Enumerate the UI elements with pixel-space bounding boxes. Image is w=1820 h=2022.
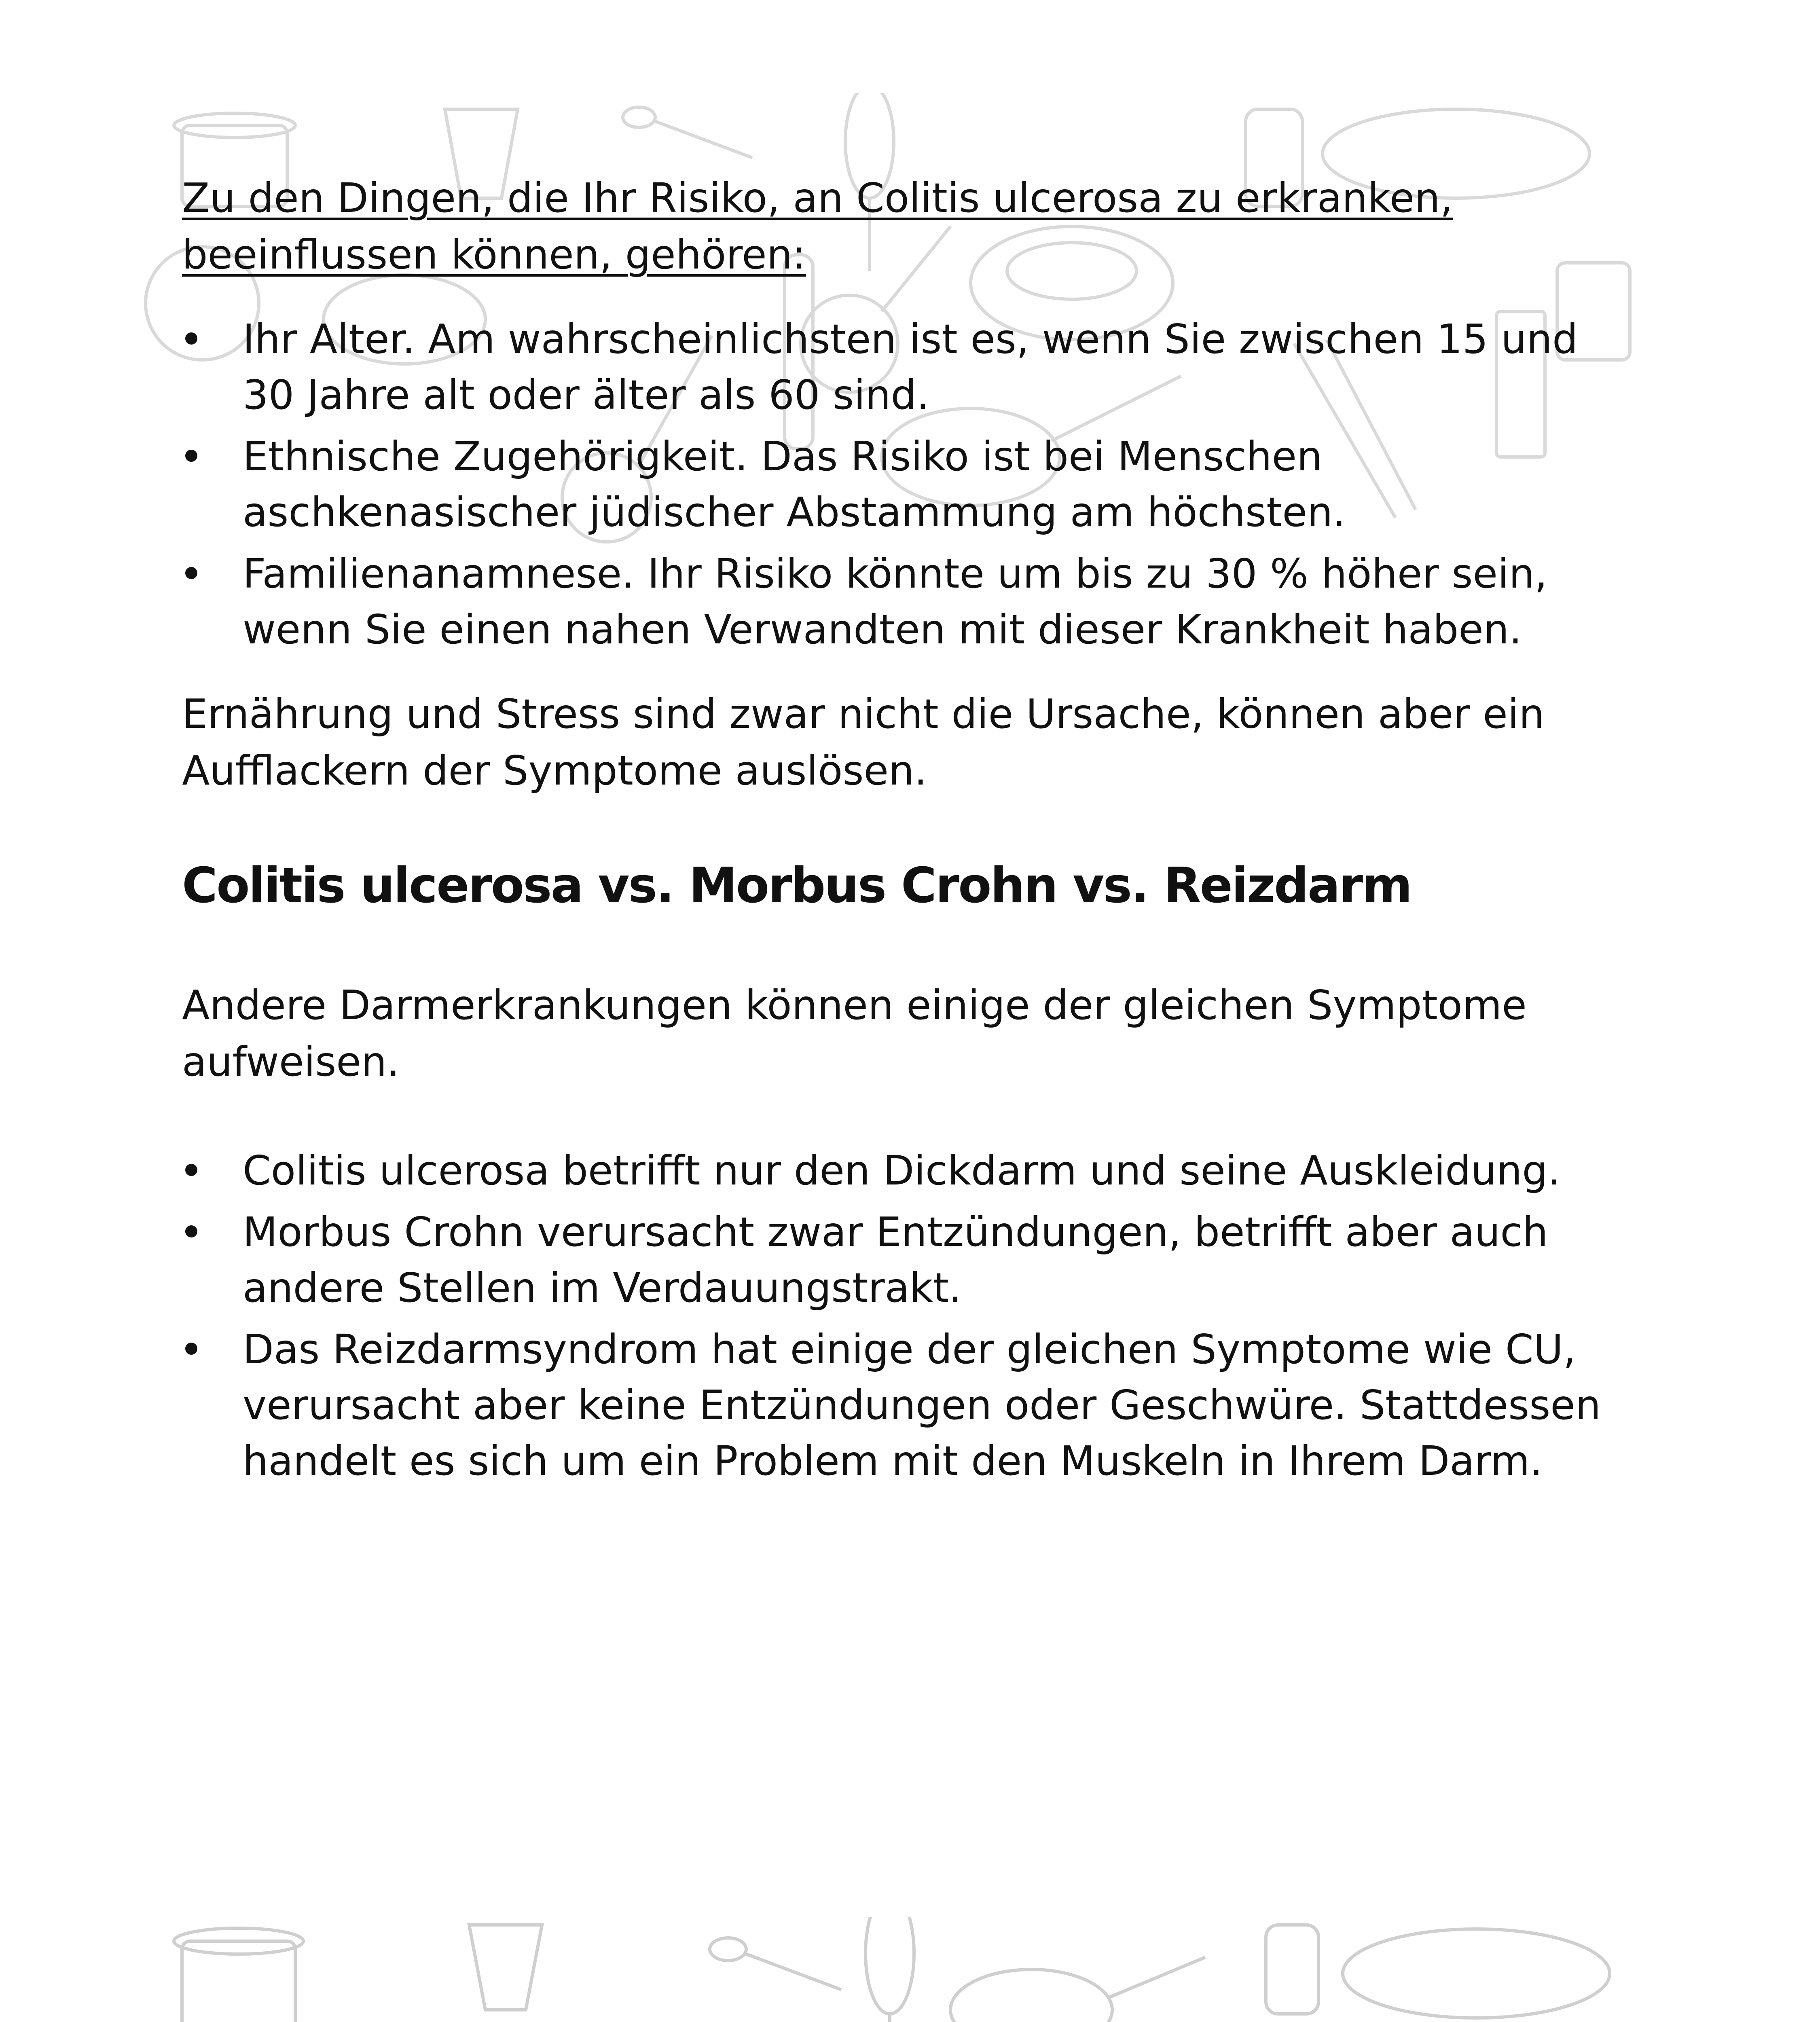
glass-icon	[469, 1925, 542, 2010]
list-item	[182, 546, 1630, 658]
risk-intro-text: Zu den Dingen, die Ihr Risiko, an Colitis ulcerosa zu erkranken, beeinflussen können, gehören:	[182, 174, 1453, 278]
bullet-icon	[185, 332, 197, 345]
spoon-icon	[623, 107, 655, 127]
pot-icon	[182, 1941, 295, 2022]
list-item-text: Das Reizdarmsyndrom hat einige der gleichen Symptome wie CU, verursacht aber keine Entzündungen oder Geschwüre. Stattdessen handelt es sich um ein Problem mit den Muskeln in Ihrem Darm.	[243, 1326, 1601, 1485]
risk-factor-list	[182, 311, 1630, 658]
bullet-icon	[185, 1343, 197, 1355]
list-item-text: Morbus Crohn verursacht zwar Entzündungen, betrifft aber auch andere Stellen im Verdauungstrakt.	[243, 1208, 1548, 1311]
frying-pan-icon	[950, 1969, 1112, 2022]
bullet-icon	[185, 567, 197, 579]
list-item-text: Ethnische Zugehörigkeit. Das Risiko ist bei Menschen aschkenasischer jüdischer Abstammung am höchsten.	[243, 433, 1346, 536]
list-item	[182, 1143, 1630, 1199]
spoon-icon	[710, 1938, 746, 1961]
bullet-icon	[185, 450, 197, 462]
list-item	[182, 1204, 1630, 1316]
list-item	[182, 311, 1630, 423]
bullet-icon	[185, 1225, 197, 1237]
list-item-text: Familienanamnese. Ihr Risiko könnte um bis zu 30 % höher sein, wenn Sie einen nahen Verwandten mit dieser Krankheit haben.	[243, 550, 1547, 653]
list-item	[182, 429, 1630, 540]
whisk-icon	[866, 1917, 914, 2014]
list-item-text: Colitis ulcerosa betrifft nur den Dickdarm und seine Auskleidung.	[243, 1147, 1561, 1194]
bullet-icon	[185, 1164, 197, 1176]
section-heading: Colitis ulcerosa vs. Morbus Crohn vs. Reizdarm	[182, 858, 1412, 914]
page-content	[182, 170, 1630, 1495]
diet-stress-text: Ernährung und Stress sind zwar nicht die Ursache, können aber ein Aufflackern der Symptome auslösen.	[182, 690, 1545, 794]
comparison-intro-text: Andere Darmerkrankungen können einige der gleichen Symptome aufweisen.	[182, 981, 1527, 1085]
jug-icon	[1266, 1925, 1318, 2014]
list-item-text: Ihr Alter. Am wahrscheinlichsten ist es, wenn Sie zwischen 15 und 30 Jahre alt oder älter als 60 sind.	[243, 315, 1578, 419]
kitchen-doodle-background-bottom	[121, 1917, 1650, 2022]
list-item	[182, 1322, 1630, 1489]
comparison-list	[182, 1143, 1630, 1489]
baking-ring-icon	[1343, 1929, 1610, 2018]
